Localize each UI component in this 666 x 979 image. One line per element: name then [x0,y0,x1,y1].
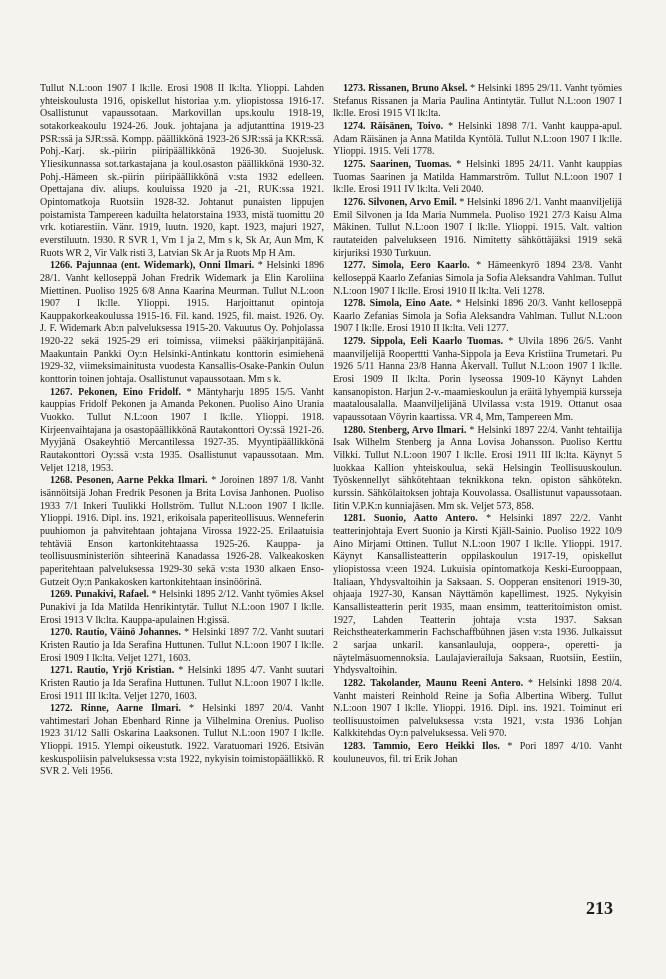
biography-entry [333,159,622,197]
page-number: 213 [586,898,613,918]
right-column [333,83,622,766]
entry-name: 1276. Silvonen, Arvo Emil. [343,196,457,208]
entry-text: * Helsinki 1895 29/11. Vanht työmies Stefanus Rissanen ja Maria Paulina Antintytär. Tullut N.L:oon 1907 I lk:lle. Erosi 1915 VI lk:lta. [333,83,623,120]
entry-name: 1283. Tammio, Eero Heikki Ilos. [343,741,500,753]
entry-name: 1272. Rinne, Aarne Ilmari. [50,703,181,715]
entry-text: * Mäntyharju 1895 15/5. Vanht kauppias Fridolf Pekonen ja Amanda Pekonen. Puoliso Aino Urania Vuokko. Tullut N.L:oon 1907 I lk:lle. Ylioppi. 1918. Kirjeenvaihtajana ja osastopäällikkönä Rautakonttori Oy:ssä 1921-26. Myyjänä Osakeyhtiö Mercantilessa 1927-35. Myyntipäällikkönä Rautakonttori Oy:ssä v:sta 1935. Osallistunut vapaussotaan. Mm. Veljet 1218, 1953. [40,386,324,474]
biography-entry [333,678,622,741]
entry-name: 1281. Suonio, Aatto Antero. [343,513,478,525]
biography-entry [333,121,622,159]
biography-entry [333,741,622,766]
entry-name: 1271. Rautio, Yrjö Kristian. [50,665,175,677]
entry-name: 1275. Saarinen, Tuomas. [343,158,452,170]
entry-text: Tullut N.L:oon 1907 I lk:lle. Erosi 1908 II lk:lta. Ylioppi. Lahden yhteiskoulusta 1916, opiskellut historiaa y.m. yliopistossa 1916-17. Osallistunut vapaussotaan. Markovillan ups.koulu 1918-19, sotakorkeakoulu 1924-26. Jouk. johtajana ja adjutanttina 1919-23 PSR:ssä ja SJR:ssä. Kompp. päällikkönä 1923-26 SJR:ssä ja KKR:ssä. Pohj.-Karj. sk.-piirin piiripäällikkönä 1926-30. Suojelusk. Yliesikunnassa sot.tarkastajana ja koul.osaston päällikkönä 1930-32. Pohj.-Hämeen sk.-piirin piiripäällikkönä v:sta 1932 edelleen. Opettajana div. aliups. kouluissa 1920 ja -21, RUK:ssa 1921. Opintomatkoja Ruotsiin 1928-32. Johtanut punaisten lippujen poistamista Tampereen kaduilta helatorstaina 1933, mistä tuomittu 20 vrk. kotiarestiin. Vänr. 1919, luutn. 1920, kapt. 1923, majuri 1927, everstiluutn. 1930. R SVR 1, Vm 1 ja 2, Mm s k, Sk Ar, Aun Mm, K Ruots WR 2, Vir Valk risti 3, Latvian Sk Ar ja Ruots Mp H Am. [40,83,324,259]
entry-text: * Helsinki 1897 22/4. Vanht tehtailija Isak Wilhelm Stenberg ja Anna Lovisa Johansson. Puoliso Kerttu Vilkki. Tullut N.L:oon 1907 I lk:lle. Erosi 1911 III lk:lta. Käynyt 5 luokkaa Kallion yhteiskoulua, sekä Helsingin Teollisuuskoulun. Työskennellyt sähkötehtaan teknikkona tekn. opiston sähkötekn. kurssin. Sähkölaitoksen johtaja Kouvolassa. Osallistunut vapaussotaan. Iitin V.P.K:n kunniajäsen. Mm sk. Veljet 573, 858. [333,424,623,512]
entry-name: 1277. Simola, Eero Kaarlo. [343,260,470,272]
entry-name: 1273. Rissanen, Bruno Aksel. [343,83,468,94]
biography-entry [333,260,622,298]
entry-name: 1270. Rautio, Väinö Johannes. [50,627,182,639]
entry-name: 1269. Punakivi, Rafael. [50,589,149,601]
left-column [40,83,324,779]
entry-name: 1274. Räisänen, Toivo. [343,120,444,132]
continued-entry [40,83,324,260]
biography-entry [333,425,622,514]
entry-text: * Pori 1897 4/10. Vanht kouluneuvos, fil. tri Erik Johan [333,741,623,765]
biography-entry [333,83,622,121]
entry-text: * Helsinki 1897 20/4. Vanht vahtimestari Johan Ebenhard Rinne ja Vilhelmina Orenius. Puoliso 1923 31/12 Salli Oskarina Laaksonen. Tullut N.L:oon 1907 I lk:lle. Ylioppi. 1915. Ylempi oikeustutk. 1922. Varatuomari 1926. Etsivän keskuspoliisin palveluksessa v:sta 1922, nykyisin toimistopäällikkö. R SVR 2. Veli 1956. [40,703,325,778]
entry-name: 1278. Simola, Eino Aate. [343,298,452,310]
entry-name: 1282. Takolander, Maunu Reeni Antero. [343,677,524,689]
entry-name: 1279. Sippola, Eeli Kaarlo Tuomas. [343,336,504,348]
biography-entry [40,589,324,627]
entry-name: 1267. Pekonen, Eino Fridolf. [50,386,181,398]
entry-text: * Hämeenkyrö 1894 23/8. Vanht kelloseppä Kaarlo Zefanias Simola ja Sofia Aleksandra Vahlman. Tullut N.L:oon 1907 I lk:lle. Erosi 1910 II lk:lta. Veli 1278. [333,260,623,297]
entry-name: 1268. Pesonen, Aarne Pekka Ilmari. [50,475,208,487]
biography-entry [40,387,324,476]
entry-text: * Helsinki 1896 2/1. Vanht maanviljelijä Emil Silvonen ja Ida Maria Nummela. Puoliso 1921 27/3 Kaisu Alma Mäkinen. Tullut N.L:oon 1907 I lk:lle. Ylioppi. 1915. Valt. valtion rautateiden palvelukseen 1916. Nimitetty sähköttäjäksi 1919 sekä kirjuriksi 1930 Turkuun. [333,196,622,259]
entry-name: 1266. Pajunnaa (ent. Widemark), Onni Ilmari. [50,260,255,272]
biography-entry [40,703,324,779]
entry-text: * Helsinki 1895 24/11. Vanht kauppias Tuomas Saarinen ja Matilda Hammarström. Tullut N.L:oon 1907 I lk:lle. Erosi 1911 IV lk:lta. Veli 2040. [333,158,623,196]
biography-entry [333,513,622,678]
entry-text: * Helsinki 1896 28/1. Vanht kelloseppä Johan Fredrik Widemark ja Elin Karoliina Miettinen. Puoliso 1925 6/8 Anna Kaarina Meurman. Tullut N.L:oon 1907 I lk:lle. Ylioppi. 1915. Harjoittanut opintoja Kauppakorkeakoulussa 1915-16. Fil. kand. 1925, fil. maist. 1926. Oy. J. F. Widemark Ab:n palveluksessa 1915-20. Vakuutus Oy. Pohjolassa 1920-22 sekä 1925-29 eri toimissa, viimeksi pääkirjanpitäjänä. Maakuntain Pankki Oy:n Helsinki-Antinkatu konttorin esimiehenä 1929-32, viimeksimainitusta vuodesta Kansallis-Osake-Pankin Oulun konttorin toinen johtaja. Osallistunut vapaussotaan. Mm s k. [40,260,325,386]
entry-name: 1280. Stenberg, Arvo Ilmari. [343,424,467,436]
biography-entry [40,627,324,665]
entry-text: * Helsinki 1897 22/2. Vanht teatterinjohtaja Evert Suonio ja Kirsti Kjäll-Sainio. Puoliso 1922 10/9 Aino Mirjami Ottinen. Tullut N.L:oon 1907 I lk:lle. Ylioppi. 1917. Käynyt Kansallisteatterin oppilaskoulun 1917-19, opiskellut yliopistossa v:een 1924. Lukuisia opintomatkoja Keski-Eurooppaan, Italiaan, Yhdysvaltoihin ja Saksaan. S. Oopperan ensitenori 1919-30, ohjaaja 1927-30, Kansan Näyttämön kapellimest. 1925. Nykyisin Kansallisteatterin perit 1935, maan ensimm, teatteritoimiston omist. 1927, Lahden Teatterin johtaja v:sta 1937. Saksan Reichstheaterkammerin Fachschaffbühnen jäsen v:sta 1936. Julkaissut 2 sarjaa unkaril. kansanlauluja, ooppera-, operetti- ja näytelmäsuomennoksia. Laulajavierailuja Saksaan, Ruotsiin, Eestiin, Yhdysvaltoihin. [333,513,622,677]
entry-text: * Helsinki 1895 2/12. Vanht työmies Aksel Punakivi ja Ida Matilda Henrikintytär. Tullut N.L:oon 1907 I lk:lle. Erosi 1913 V lk:lta. Kauppa-apulainen H:gissä. [40,589,324,626]
entry-text: * Helsinki 1898 7/1. Vanht kauppa-apul. Adam Räisänen ja Anna Matilda Kyntölä. Tullut N.L:oon 1907 I lk:lle. Ylioppi. 1915. Veli 1778. [333,120,622,158]
biography-entry [40,260,324,387]
entry-text: * Joroinen 1897 1/8. Vanht isännöitsijä Johan Fredrik Pesonen ja Brita Lovisa Janhonen. Puoliso 1933 7/1 Inkeri Tuulikki Hollström. Tullut N.L:oon 1907 I lk:lle. Ylioppi. 1916. Dipl. ins. 1921, erikoisala paperiteollisuus. Wenneferin puuhiomon ja pahvitehtaan johtajana Virossa 1922-25. Erilaatuisia tehtäviä Enson kartonkitehtaassa 1925-26. Kauppa- ja teollisuusministeriön sihteerinä Kanadassa 1926-28. Valkeakosken paperitehtaan palveluksessa 1929-30 sekä v:sta 1930 alkaen Enso-Gutzeit Oy:n Pankakosken kartonkitehtaan insinöörinä. [40,475,325,588]
entry-text: * Helsinki 1897 7/2. Vanht suutari Kristen Rautio ja Ida Serafina Huttunen. Tullut N.L:oon 1907 I lk:lle. Erosi 1909 I lk:lta. Veljet 1271, 1603. [40,627,324,664]
biography-entry [333,197,622,260]
entry-text: * Helsinki 1895 4/7. Vanht suutari Kristen Rautio ja Ida Serafina Huttunen. Tullut N.L:oon 1907 I lk:lle. Erosi 1911 III lk:lta. Veljet 1270, 1603. [40,665,325,702]
entry-text: * Ulvila 1896 26/5. Vanht maanviljelijä Rooperttti Vanha-Sippola ja Eeva Kristiina Trumetari. Pu 1926 5/11 Hanna 23/8 Hanna Åkervall. Tullut N.L:oon 1907 I lk:lle. Erosi 1909 II lk:lta. Porin lyseossa 1909-10 Käynyt Lahden kansanopiston. Harjun 2-v.-maamieskoulun ja eräitä lyhyempiä kursseja maatalousalalla. Maanviljelijänä Ulvilassa v:sta 1919. Ottanut osaa vapaussotaan Vöyrin kaartissa. VR 4, Mm, Tampereen Mm. [333,336,622,424]
entry-text: * Helsinki 1898 20/4. Vanht maisteri Reinhold Reine ja Sofia Albertina Wiberg. Tullut N.L:oon 1907 I lk:lle. Ylioppi. 1916. Dipl. ins. 1921. Toiminut eri teollisuustoimen palveluksessa v:sta 1921, v:sta 1936 Lohjan Kalkkitehdas Oy:n palveluksessa. Veli 970. [333,677,623,740]
entry-text: * Helsinki 1896 20/3. Vanht kelloseppä Kaarlo Zefanias Simola ja Sofia Aleksandra Vahlman. Tullut N.L:oon 1907 I lk:lle. Erosi 1910 II lk:lta. Veli 1277. [333,298,622,335]
biography-entry [333,336,622,425]
biography-entry [333,298,622,336]
biography-entry [40,475,324,589]
biography-entry [40,665,324,703]
